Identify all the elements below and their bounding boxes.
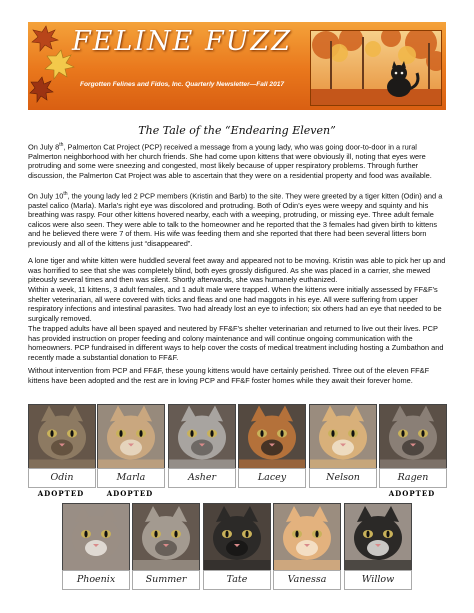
kitten-photo-phoenix — [62, 503, 130, 571]
article-paragraph-1: On July 8th, Palmerton Cat Project (PCP) received a message from a young lady, who was going door-to-door in a rural Palmerton neighborhood with her church friends. She had come upon kittens that were obviously ill, noting that eyes were protruding and some were sneezing and congested, most likely because of upper respiratory problems. Through further discussion, the Palmerton Cat Project was able to ascertain that they were on a residential property and food was available. — [28, 142, 432, 180]
kitten-name-tate: Tate — [203, 570, 271, 590]
kitten-photo-asher — [168, 404, 236, 469]
article-title: The Tale of the “Endearing Eleven” — [138, 124, 336, 137]
kitten-photo-nelson — [309, 404, 377, 469]
article-paragraph-6: Without intervention from PCP and FF&F, these young kittens would have certainly perished. Three out of the eleven FF&F kittens have been adopted and the rest are in loving PCP and FF&F foster homes while they await their forever home. — [28, 366, 430, 385]
kitten-name-summer: Summer — [132, 570, 200, 590]
kitten-photo-vanessa — [273, 503, 341, 571]
article-paragraph-5: The trapped adults have all been spayed and neutered by FF&F’s shelter veterinarian and returned to live out their lives. PCP has provided instruction on proper feeding and colony maintenance and will continue ongoing communication with the homeowners. PCP fundraised in different ways to help cover the costs of medical treatment including hosting a Zumbathon and recently made a substantial donation to FF&F. — [28, 324, 444, 362]
kitten-photo-odin — [28, 404, 96, 469]
newsletter-subtitle: Forgotten Felines and Fidos, Inc. Quarterly Newsletter—Fall 2017 — [80, 81, 285, 88]
adopted-label-ragen: ADOPTED — [388, 489, 436, 498]
kitten-name-phoenix: Phoenix — [62, 570, 130, 590]
autumn-cat-photo — [310, 30, 442, 106]
article-paragraph-2: On July 10th, the young lady led 2 PCP members (Kristin and Barb) to the site. They were greeted by a tiger kitten (Odin) and a pastel calico (Marla). Marla’s right eye was discolored and protruding. Both of Odin’s eyes were weepy and squinty and his breathing was raspy. Four other kittens hovered nearby, each with a weeping, protruding, or missing eye. Three adult female calicos were also seen. They were able to talk to the homeowner and he reported that the 3 females had given birth to kittens and he believed there were 7 of them. His wife was feeding them and she reported that there had been several litters born previously and all of the kittens just “disappeared”. — [28, 191, 443, 248]
kitten-photo-willow — [344, 503, 412, 571]
kitten-name-marla: Marla — [97, 468, 165, 488]
article-paragraph-4: Within a week, 11 kittens, 3 adult females, and 1 adult male were trapped. When the kittens were initially assessed by FF&F’s shelter veterinarian, all were covered with ticks and fleas and one had maggots in his eye. All were suffering from upper respiratory infections and intestinal parasites. Two had already lost an eye to infection; six others had an eye that needed to be surgically removed. — [28, 285, 442, 323]
article-paragraph-3: A lone tiger and white kitten were huddled several feet away and appeared not to be moving. Kristin was able to pick her up and was horrified to see that she was completely blind, both eyes grossly disfigured. As she was placed in a carrier, she mewed piteously several times and then was silent. Shortly afterwards, she was humanely euthanized. — [28, 256, 446, 284]
kitten-photo-ragen — [379, 404, 447, 469]
kitten-name-willow: Willow — [344, 570, 412, 590]
adopted-label-marla: ADOPTED — [106, 489, 154, 498]
kitten-name-vanessa: Vanessa — [273, 570, 341, 590]
adopted-label-odin: ADOPTED — [37, 489, 85, 498]
kitten-name-lacey: Lacey — [238, 468, 306, 488]
kitten-photo-marla — [97, 404, 165, 469]
kitten-name-odin: Odin — [28, 468, 96, 488]
kitten-name-asher: Asher — [168, 468, 236, 488]
kitten-photo-tate — [203, 503, 271, 571]
kitten-photo-summer — [132, 503, 200, 571]
kitten-name-nelson: Nelson — [309, 468, 377, 488]
kitten-name-ragen: Ragen — [379, 468, 447, 488]
kitten-photo-lacey — [238, 404, 306, 469]
newsletter-title: FELINE FUZZ — [72, 26, 292, 57]
